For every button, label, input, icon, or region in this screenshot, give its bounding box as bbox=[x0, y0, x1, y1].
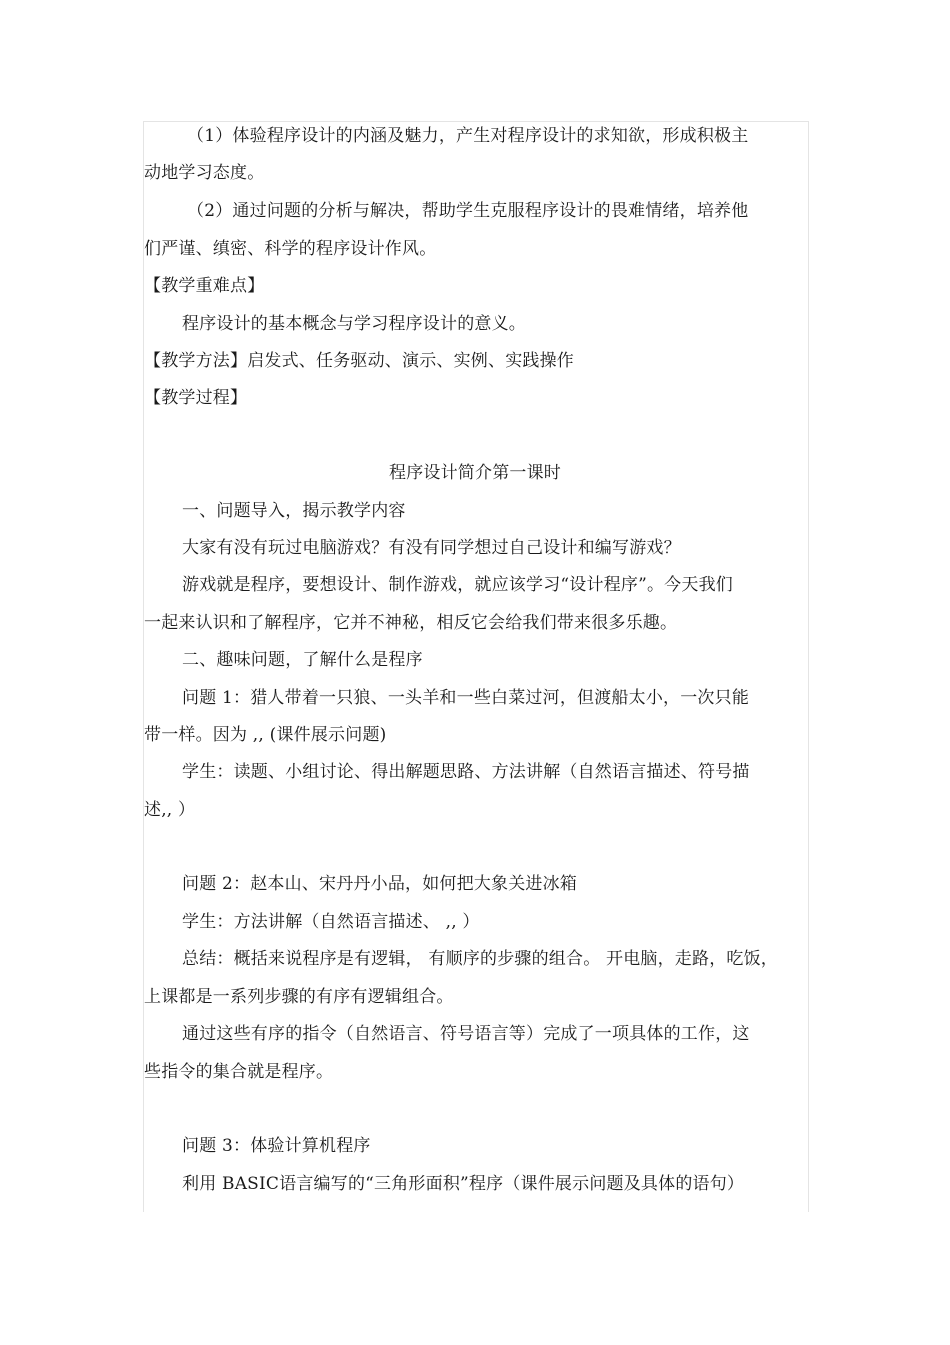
goal-1-line-2: 动地学习态度。 bbox=[144, 163, 265, 183]
lesson-title: 程序设计简介第一课时 bbox=[389, 463, 561, 483]
student-1-line-1: 学生：读题、小组讨论、得出解题思路、方法讲解（自然语言描述、符号描 bbox=[182, 762, 750, 782]
summary-line-1: 总结：概括来说程序是有逻辑， 有顺序的步骤的组合。 开电脑，走路，吃饭， bbox=[182, 949, 779, 969]
goal-2-line-2: 们严谨、缜密、科学的程序设计作风。 bbox=[144, 239, 437, 259]
key-points-heading: 【教学重难点】 bbox=[144, 276, 265, 296]
question-3: 问题 3：体验计算机程序 bbox=[182, 1136, 371, 1156]
student-1-line-2: 述,, ） bbox=[144, 800, 196, 820]
student-2: 学生：方法讲解（自然语言描述、 ,, ） bbox=[182, 912, 480, 932]
section-1-paragraph-2-line-1: 游戏就是程序，要想设计、制作游戏，就应该学习“设计程序”。今天我们 bbox=[182, 575, 733, 595]
instructions-line-1: 通过这些有序的指令（自然语言、符号语言等）完成了一项具体的工作，这 bbox=[182, 1024, 750, 1044]
section-2-title: 二、趣味问题，了解什么是程序 bbox=[182, 650, 423, 670]
goal-1-line-1: （1）体验程序设计的内涵及魅力，产生对程序设计的求知欲，形成积极主 bbox=[187, 126, 749, 146]
section-1-paragraph-2-line-2: 一起来认识和了解程序，它并不神秘，相反它会给我们带来很多乐趣。 bbox=[144, 613, 678, 633]
summary-line-2: 上课都是一系列步骤的有序有逻辑组合。 bbox=[144, 987, 454, 1007]
teaching-methods: 【教学方法】启发式、任务驱动、演示、实例、实践操作 bbox=[144, 351, 574, 371]
section-1-paragraph-1: 大家有没有玩过电脑游戏？有没有同学想过自己设计和编写游戏？ bbox=[182, 538, 681, 558]
basic-program-line: 利用 BASIC语言编写的“三角形面积”程序（课件展示问题及具体的语句） bbox=[182, 1174, 745, 1194]
instructions-line-2: 些指令的集合就是程序。 bbox=[144, 1062, 334, 1082]
section-1-title: 一、问题导入，揭示教学内容 bbox=[182, 501, 406, 521]
process-heading: 【教学过程】 bbox=[144, 388, 248, 408]
key-points-text: 程序设计的基本概念与学习程序设计的意义。 bbox=[182, 314, 526, 334]
question-2: 问题 2：赵本山、宋丹丹小品，如何把大象关进冰箱 bbox=[182, 874, 578, 894]
goal-2-line-1: （2）通过问题的分析与解决，帮助学生克服程序设计的畏难情绪，培养他 bbox=[187, 201, 749, 221]
question-1-line-1: 问题 1：猎人带着一只狼、一头羊和一些白菜过河，但渡船太小，一次只能 bbox=[182, 688, 750, 708]
question-1-line-2: 带一样。因为 ,, (课件展示问题) bbox=[144, 725, 387, 745]
